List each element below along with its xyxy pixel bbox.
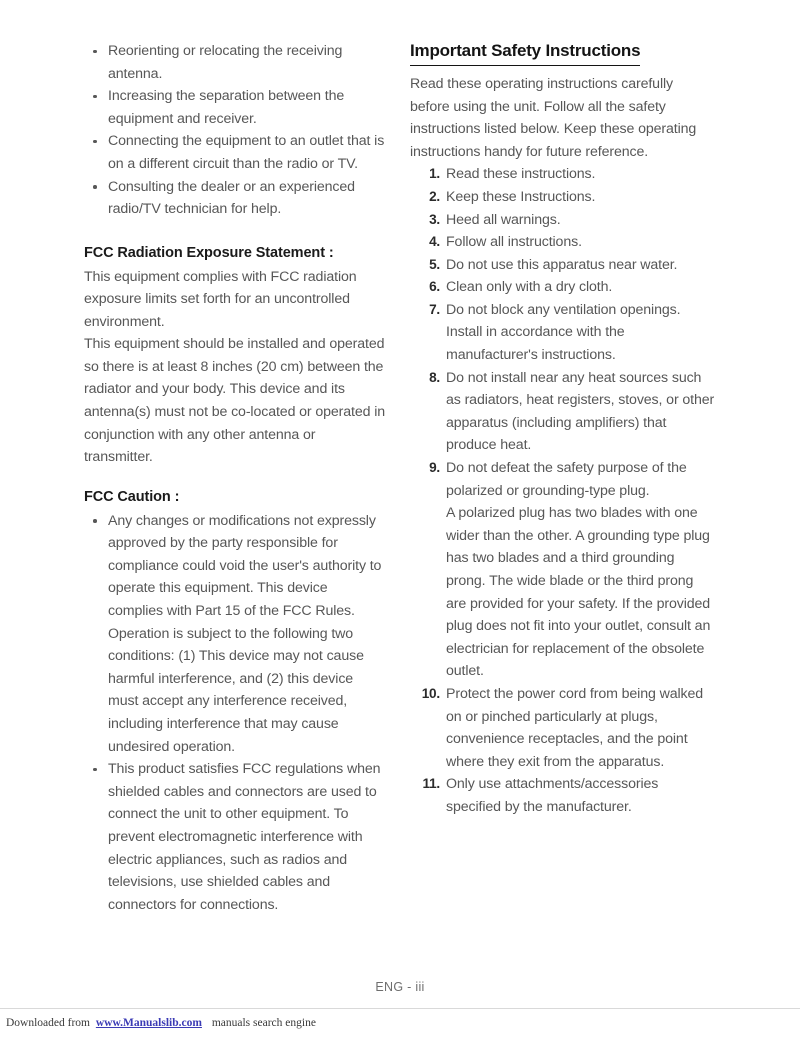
safety-heading-wrap [410, 40, 716, 73]
list-item-text: Clean only with a dry cloth. [446, 279, 613, 296]
list-item-number: 11. [422, 776, 440, 792]
bullet-dot-icon [93, 519, 97, 523]
bullet-dot-icon [93, 185, 97, 189]
list-item [84, 40, 386, 85]
list-item-text: Do not install near any heat sources such as radiators, heat registers, stoves, or other apparatus (including amplifiers) that produce heat. [446, 369, 715, 454]
list-item [410, 186, 716, 209]
list-item-number: 10. [421, 685, 440, 701]
list-item [410, 457, 716, 683]
watermark-bar [0, 1008, 800, 1037]
list-item-text: Follow all instructions. [446, 234, 582, 251]
fcc-radiation-paragraph-1: This equipment complies with FCC radiation exposure limits set forth for an uncontrolled environment. [84, 268, 357, 330]
safety-instructions-list [410, 163, 716, 818]
list-item-text: Keep these Instructions. [446, 188, 596, 205]
list-item [84, 85, 386, 130]
list-item [410, 683, 716, 773]
page-number: ENG - iii [375, 980, 425, 994]
spacer [84, 469, 386, 487]
watermark-prefix: Downloaded from [6, 1017, 90, 1029]
list-item [410, 163, 716, 186]
list-item-text: Any changes or modifications not expressly approved by the party responsible for compliance could void the user's authority to operate this equipment. This device complies with Part 15 of the FCC Rules. Operation is subject to the following two conditions: (1) This device may not cause harmful interference, and (2) this device must accept any interference received, including interference that may cause undesired operation. [108, 512, 382, 755]
fcc-radiation-paragraph-2: This equipment should be installed and operated so there is at least 8 inches (20 cm) between the radiator and your body. This device and its antenna(s) must not be co-located or operated in conjunction with any other antenna or transmitter. [84, 336, 386, 466]
interference-remedy-list [84, 40, 386, 221]
two-column-body [84, 40, 716, 916]
list-item [410, 254, 716, 277]
list-item-number: 8. [429, 369, 440, 385]
list-item-subtext: A polarized plug has two blades with one wider than the other. A grounding type plug has two blades and a third grounding prong. The wide blade or the third prong are provided for your safety. If the provided plug does not fit into your outlet, consult an electrician for replacement of the obsolete outlet. [446, 505, 711, 680]
list-item [410, 773, 716, 818]
list-item-text: Connecting the equipment to an outlet that is on a different circuit than the radio or TV. [108, 133, 385, 172]
left-column [84, 40, 386, 916]
safety-intro-paragraph: Read these operating instructions carefully before using the unit. Follow all the safety instructions listed below. Keep these operating instructions handy for future reference. [410, 75, 697, 160]
bullet-dot-icon [93, 50, 97, 54]
list-item-text: Heed all warnings. [446, 211, 561, 228]
list-item-text: Read these instructions. [446, 166, 596, 183]
list-item [84, 176, 386, 221]
list-item-number: 1. [429, 166, 440, 182]
bullet-dot-icon [93, 140, 97, 144]
list-item-number: 3. [429, 211, 440, 227]
watermark-text [6, 1017, 316, 1029]
list-item-number: 6. [429, 279, 440, 295]
list-item-text: Increasing the separation between the equipment and receiver. [108, 88, 345, 127]
fcc-radiation-heading: FCC Radiation Exposure Statement : [84, 244, 334, 261]
list-item [410, 276, 716, 299]
list-item [84, 130, 386, 175]
list-item [84, 510, 386, 759]
list-item-number: 4. [429, 234, 440, 250]
fcc-caution-list [84, 510, 386, 917]
bullet-dot-icon [93, 95, 97, 99]
list-item [410, 231, 716, 254]
list-item-text: Protect the power cord from being walked on or pinched particularly at plugs, convenience receptacles, and the point where they exit from the apparatus. [446, 685, 704, 770]
spacer [84, 221, 386, 243]
list-item-text: Consulting the dealer or an experienced radio/TV technician for help. [108, 178, 355, 218]
list-item-number: 5. [429, 256, 440, 272]
list-item-text: Do not block any ventilation openings. Install in accordance with the manufacturer's instructions. [446, 301, 681, 364]
list-item-text: Do not use this apparatus near water. [446, 256, 678, 273]
list-item [410, 209, 716, 232]
list-item-text: Reorienting or relocating the receiving antenna. [108, 43, 343, 82]
watermark-suffix: manuals search engine [211, 1017, 316, 1029]
bullet-dot-icon [93, 768, 97, 772]
list-item [410, 299, 716, 367]
list-item-number: 9. [429, 460, 440, 476]
right-column [410, 40, 716, 819]
page-title: Important Safety Instructions [410, 40, 640, 66]
list-item-number: 2. [429, 188, 440, 204]
list-item-text: Do not defeat the safety purpose of the polarized or grounding-type plug. [446, 460, 687, 499]
list-item [84, 758, 386, 916]
list-item [410, 367, 716, 457]
list-item-number: 7. [429, 301, 440, 317]
list-item-text: Only use attachments/accessories specified by the manufacturer. [446, 776, 659, 815]
fcc-caution-heading: FCC Caution : [84, 488, 180, 505]
manualslib-link[interactable]: www.Manualslib.com [95, 1017, 202, 1029]
list-item-text: This product satisfies FCC regulations when shielded cables and connectors are used to connect the unit to other equipment. To prevent electromagnetic interference with electric appliances, such as radios and televisions, use shielded cables and connectors for connections. [108, 761, 381, 913]
